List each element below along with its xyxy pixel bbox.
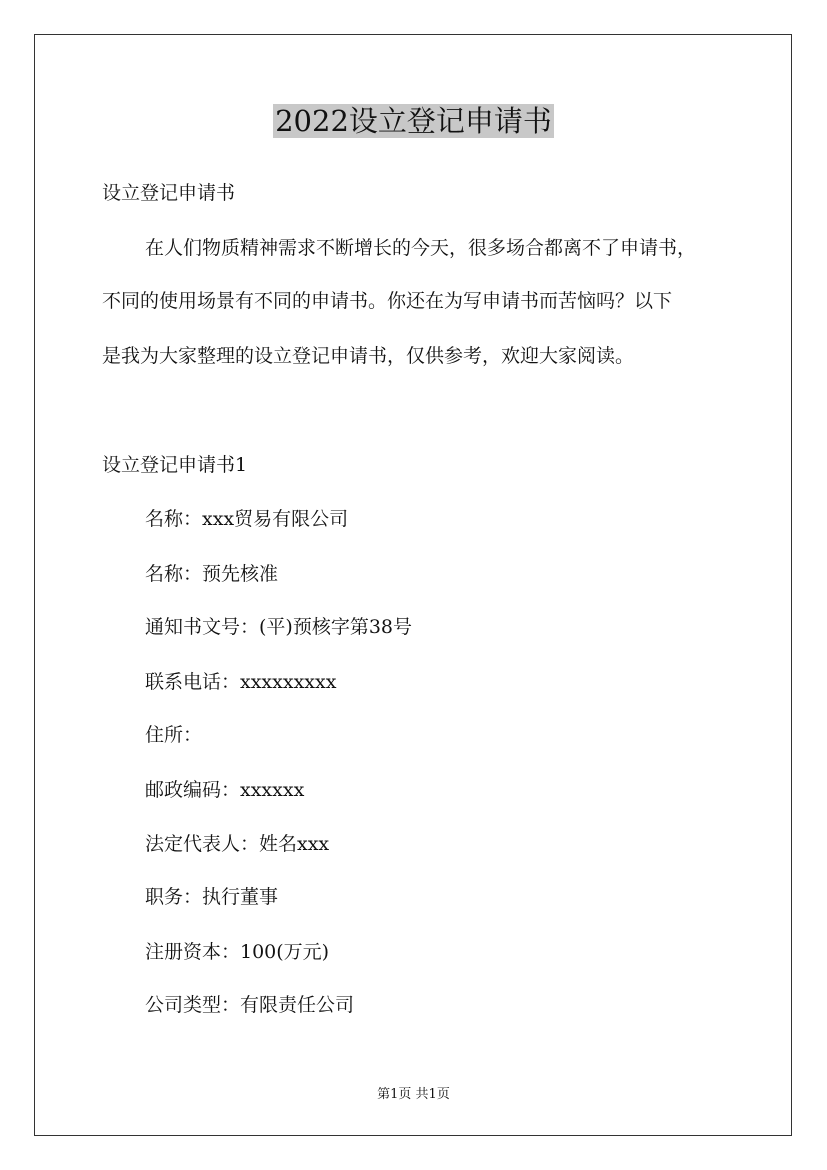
field-postal-code: 邮政编码：xxxxxx <box>145 779 305 801</box>
document-title: 2022设立登记申请书 <box>275 104 552 138</box>
field-position: 职务：执行董事 <box>145 886 279 908</box>
intro-line-1: 在人们物质精神需求不断增长的今天，很多场合都离不了申请书， <box>145 237 697 259</box>
field-notice-number: 通知书文号：(平)预核字第38号 <box>145 616 413 638</box>
intro-line-2: 不同的使用场景有不同的申请书。你还在为写申请书而苦恼吗？以下 <box>102 290 673 312</box>
field-address: 住所： <box>145 724 203 746</box>
field-registered-capital: 注册资本：100(万元) <box>145 941 330 963</box>
subsection-heading: 设立登记申请书1 <box>102 454 248 476</box>
field-name: 名称：xxx贸易有限公司 <box>145 508 349 530</box>
intro-line-3: 是我为大家整理的设立登记申请书，仅供参考，欢迎大家阅读。 <box>102 345 635 367</box>
field-legal-representative: 法定代表人：姓名xxx <box>145 833 330 855</box>
field-name-approval: 名称：预先核准 <box>145 563 279 585</box>
section-heading: 设立登记申请书 <box>102 182 236 204</box>
field-phone: 联系电话：xxxxxxxxx <box>145 671 337 693</box>
page-footer: 第1页 共1页 <box>377 1087 450 1102</box>
field-company-type: 公司类型：有限责任公司 <box>145 994 355 1016</box>
